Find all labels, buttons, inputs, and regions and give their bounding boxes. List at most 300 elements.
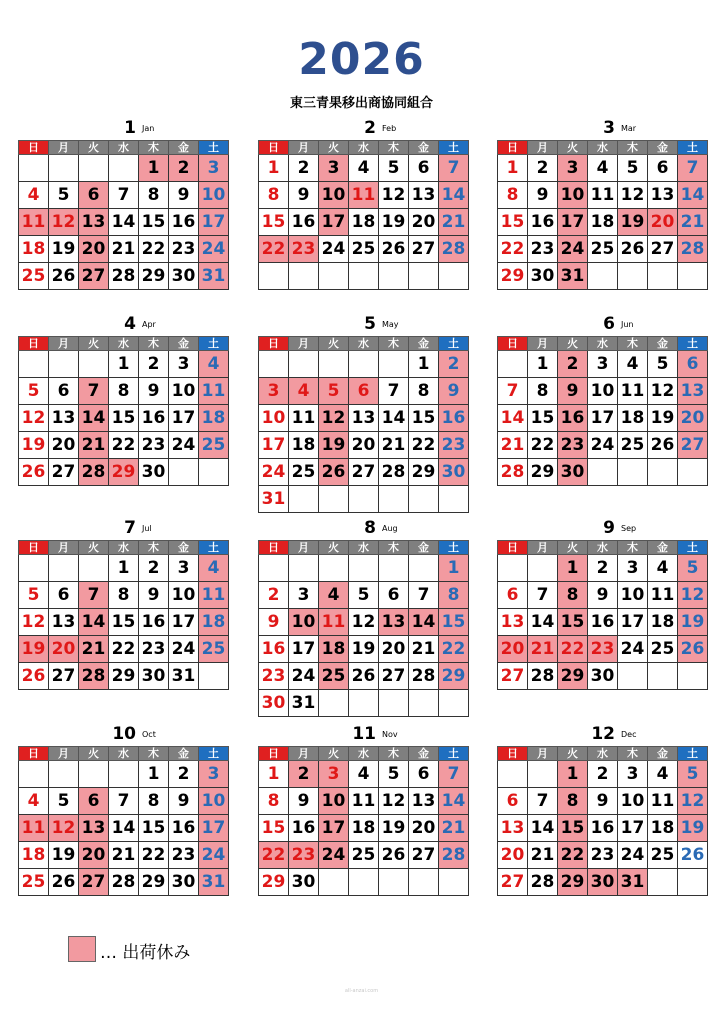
day-cell: 19: [19, 432, 49, 459]
day-cell: 16: [139, 405, 169, 432]
day-cell: 3: [618, 761, 648, 788]
day-cell: 14: [79, 405, 109, 432]
day-cell: 23: [528, 236, 558, 263]
day-cell: 14: [528, 609, 558, 636]
day-cell: 28: [409, 663, 439, 690]
weekday-header: 日: [498, 141, 528, 155]
day-cell: 3: [289, 582, 319, 609]
day-cell: 18: [319, 636, 349, 663]
day-cell: 26: [349, 663, 379, 690]
empty-cell: [289, 486, 319, 513]
month-title: [18, 118, 229, 140]
day-cell: 7: [439, 761, 469, 788]
day-cell: 24: [588, 432, 618, 459]
day-cell: 13: [498, 609, 528, 636]
day-cell: 25: [349, 236, 379, 263]
day-cell: 29: [109, 663, 139, 690]
weekday-header: 金: [648, 141, 678, 155]
day-cell: 10: [289, 609, 319, 636]
day-cell: 29: [528, 459, 558, 486]
day-cell: 4: [19, 788, 49, 815]
weekday-header: 月: [528, 541, 558, 555]
day-cell: 22: [109, 432, 139, 459]
weekday-header: 金: [648, 337, 678, 351]
month-title: [258, 518, 469, 540]
empty-cell: [648, 459, 678, 486]
holiday-legend-swatch: [68, 936, 96, 962]
weekday-header: 日: [19, 747, 49, 761]
day-cell: 9: [139, 378, 169, 405]
day-cell: 9: [289, 182, 319, 209]
day-cell: 4: [199, 351, 229, 378]
empty-cell: [289, 555, 319, 582]
day-cell: 25: [289, 459, 319, 486]
day-cell: 22: [139, 842, 169, 869]
month-table: [258, 746, 469, 896]
day-cell: 10: [618, 582, 648, 609]
month-5: [258, 314, 469, 513]
month-table: [18, 140, 229, 290]
weekday-header: 日: [19, 541, 49, 555]
day-cell: 27: [498, 869, 528, 896]
weekday-header: 水: [109, 541, 139, 555]
empty-cell: [439, 690, 469, 717]
month-name: Jul: [142, 524, 152, 533]
day-cell: 17: [169, 405, 199, 432]
day-cell: 2: [259, 582, 289, 609]
month-number: 12: [591, 724, 615, 744]
empty-cell: [289, 263, 319, 290]
day-cell: 28: [79, 663, 109, 690]
month-number: 1: [124, 118, 136, 138]
weekday-header: 日: [259, 747, 289, 761]
day-cell: 19: [678, 609, 708, 636]
empty-cell: [678, 459, 708, 486]
day-cell: 9: [588, 582, 618, 609]
weekday-header: 水: [588, 747, 618, 761]
day-cell: 20: [79, 842, 109, 869]
day-cell: 22: [558, 636, 588, 663]
day-cell: 11: [319, 609, 349, 636]
day-cell: 15: [558, 609, 588, 636]
weekday-header: 月: [49, 141, 79, 155]
day-cell: 20: [648, 209, 678, 236]
day-cell: 7: [109, 182, 139, 209]
day-cell: 7: [79, 378, 109, 405]
day-cell: 17: [618, 815, 648, 842]
day-cell: 17: [199, 209, 229, 236]
day-cell: 12: [379, 788, 409, 815]
day-cell: 16: [528, 209, 558, 236]
empty-cell: [199, 459, 229, 486]
day-cell: 27: [498, 663, 528, 690]
day-cell: 22: [409, 432, 439, 459]
day-cell: 25: [19, 263, 49, 290]
day-cell: 27: [409, 842, 439, 869]
day-cell: 16: [169, 815, 199, 842]
year-title: 2026: [298, 34, 425, 85]
day-cell: 15: [109, 609, 139, 636]
day-cell: 28: [678, 236, 708, 263]
day-cell: 1: [558, 761, 588, 788]
day-cell: 2: [139, 555, 169, 582]
day-cell: 29: [139, 263, 169, 290]
empty-cell: [349, 351, 379, 378]
empty-cell: [349, 486, 379, 513]
day-cell: 20: [409, 209, 439, 236]
day-cell: 11: [19, 209, 49, 236]
day-cell: 4: [618, 351, 648, 378]
month-name: Jun: [621, 320, 634, 329]
day-cell: 15: [528, 405, 558, 432]
day-cell: 3: [319, 761, 349, 788]
day-cell: 26: [678, 842, 708, 869]
month-7: [18, 518, 229, 690]
day-cell: 8: [139, 788, 169, 815]
day-cell: 17: [169, 609, 199, 636]
month-name: Sep: [621, 524, 637, 533]
empty-cell: [648, 869, 678, 896]
month-title: [18, 314, 229, 336]
day-cell: 25: [648, 842, 678, 869]
month-number: 7: [124, 518, 136, 538]
day-cell: 19: [379, 209, 409, 236]
day-cell: 6: [379, 582, 409, 609]
day-cell: 12: [678, 582, 708, 609]
day-cell: 16: [588, 609, 618, 636]
month-number: 2: [364, 118, 376, 138]
day-cell: 9: [259, 609, 289, 636]
month-name: Feb: [382, 124, 397, 133]
day-cell: 16: [259, 636, 289, 663]
empty-cell: [379, 869, 409, 896]
empty-cell: [79, 155, 109, 182]
day-cell: 31: [558, 263, 588, 290]
day-cell: 22: [259, 842, 289, 869]
day-cell: 11: [618, 378, 648, 405]
weekday-header: 金: [648, 747, 678, 761]
day-cell: 10: [169, 378, 199, 405]
day-cell: 4: [648, 761, 678, 788]
day-cell: 27: [349, 459, 379, 486]
day-cell: 3: [588, 351, 618, 378]
month-8: [258, 518, 469, 717]
day-cell: 8: [109, 378, 139, 405]
day-cell: 28: [79, 459, 109, 486]
month-4: [18, 314, 229, 486]
day-cell: 15: [439, 609, 469, 636]
weekday-header: 金: [409, 541, 439, 555]
day-cell: 3: [199, 761, 229, 788]
day-cell: 13: [349, 405, 379, 432]
day-cell: 10: [169, 582, 199, 609]
day-cell: 24: [169, 432, 199, 459]
day-cell: 24: [558, 236, 588, 263]
day-cell: 11: [648, 788, 678, 815]
day-cell: 8: [259, 182, 289, 209]
day-cell: 30: [558, 459, 588, 486]
day-cell: 26: [678, 636, 708, 663]
day-cell: 16: [169, 209, 199, 236]
day-cell: 1: [409, 351, 439, 378]
empty-cell: [199, 663, 229, 690]
day-cell: 15: [109, 405, 139, 432]
day-cell: 21: [498, 432, 528, 459]
day-cell: 2: [289, 761, 319, 788]
day-cell: 10: [199, 788, 229, 815]
empty-cell: [19, 351, 49, 378]
weekday-header: 木: [139, 541, 169, 555]
day-cell: 23: [289, 842, 319, 869]
day-cell: 3: [259, 378, 289, 405]
day-cell: 8: [139, 182, 169, 209]
day-cell: 11: [19, 815, 49, 842]
empty-cell: [319, 555, 349, 582]
weekday-header: 金: [169, 337, 199, 351]
day-cell: 28: [439, 842, 469, 869]
day-cell: 10: [618, 788, 648, 815]
empty-cell: [648, 263, 678, 290]
weekday-header: 木: [618, 541, 648, 555]
weekday-header: 土: [439, 337, 469, 351]
month-3: [497, 118, 708, 290]
month-number: 3: [603, 118, 615, 138]
empty-cell: [678, 263, 708, 290]
day-cell: 1: [498, 155, 528, 182]
day-cell: 5: [648, 351, 678, 378]
day-cell: 7: [409, 582, 439, 609]
day-cell: 4: [319, 582, 349, 609]
weekday-header: 水: [109, 337, 139, 351]
day-cell: 8: [558, 788, 588, 815]
day-cell: 22: [439, 636, 469, 663]
empty-cell: [409, 486, 439, 513]
day-cell: 17: [259, 432, 289, 459]
footer-source: all-anzai.com: [344, 988, 379, 994]
month-name: Aug: [382, 524, 398, 533]
day-cell: 6: [648, 155, 678, 182]
day-cell: 1: [528, 351, 558, 378]
day-cell: 4: [199, 555, 229, 582]
month-title: [497, 724, 708, 746]
empty-cell: [349, 555, 379, 582]
day-cell: 29: [558, 663, 588, 690]
day-cell: 25: [19, 869, 49, 896]
day-cell: 5: [379, 155, 409, 182]
organization-name: 東三青果移出商協同組合: [289, 96, 433, 111]
day-cell: 17: [558, 209, 588, 236]
month-title: [497, 518, 708, 540]
day-cell: 26: [19, 459, 49, 486]
day-cell: 29: [139, 869, 169, 896]
day-cell: 12: [349, 609, 379, 636]
day-cell: 7: [379, 378, 409, 405]
empty-cell: [19, 155, 49, 182]
day-cell: 6: [409, 761, 439, 788]
day-cell: 21: [528, 842, 558, 869]
month-number: 6: [603, 314, 615, 334]
day-cell: 27: [79, 263, 109, 290]
day-cell: 21: [409, 636, 439, 663]
month-table: [497, 746, 708, 896]
weekday-header: 日: [498, 337, 528, 351]
month-2: [258, 118, 469, 290]
day-cell: 31: [259, 486, 289, 513]
day-cell: 17: [289, 636, 319, 663]
day-cell: 20: [498, 842, 528, 869]
day-cell: 12: [49, 815, 79, 842]
empty-cell: [409, 263, 439, 290]
day-cell: 28: [109, 869, 139, 896]
weekday-header: 日: [19, 141, 49, 155]
day-cell: 20: [678, 405, 708, 432]
empty-cell: [678, 869, 708, 896]
day-cell: 19: [678, 815, 708, 842]
empty-cell: [319, 690, 349, 717]
day-cell: 1: [139, 761, 169, 788]
day-cell: 8: [109, 582, 139, 609]
month-number: 9: [603, 518, 615, 538]
day-cell: 31: [199, 869, 229, 896]
day-cell: 28: [439, 236, 469, 263]
day-cell: 2: [169, 155, 199, 182]
day-cell: 7: [439, 155, 469, 182]
day-cell: 21: [678, 209, 708, 236]
weekday-header: 木: [379, 747, 409, 761]
day-cell: 30: [289, 869, 319, 896]
weekday-header: 月: [49, 337, 79, 351]
weekday-header: 火: [79, 747, 109, 761]
empty-cell: [49, 761, 79, 788]
weekday-header: 火: [319, 541, 349, 555]
month-name: Jan: [142, 124, 155, 133]
day-cell: 18: [648, 815, 678, 842]
day-cell: 29: [439, 663, 469, 690]
day-cell: 18: [199, 609, 229, 636]
day-cell: 13: [409, 182, 439, 209]
empty-cell: [588, 459, 618, 486]
month-10: [18, 724, 229, 896]
month-1: [18, 118, 229, 290]
weekday-header: 金: [409, 337, 439, 351]
weekday-header: 火: [319, 337, 349, 351]
day-cell: 26: [648, 432, 678, 459]
day-cell: 7: [678, 155, 708, 182]
day-cell: 19: [618, 209, 648, 236]
day-cell: 17: [199, 815, 229, 842]
weekday-header: 木: [139, 141, 169, 155]
day-cell: 11: [199, 378, 229, 405]
day-cell: 24: [289, 663, 319, 690]
day-cell: 24: [199, 236, 229, 263]
day-cell: 2: [558, 351, 588, 378]
weekday-header: 水: [588, 141, 618, 155]
empty-cell: [319, 869, 349, 896]
day-cell: 30: [169, 263, 199, 290]
month-title: [258, 724, 469, 746]
month-table: [18, 746, 229, 896]
month-6: [497, 314, 708, 486]
day-cell: 4: [648, 555, 678, 582]
day-cell: 22: [528, 432, 558, 459]
day-cell: 30: [588, 869, 618, 896]
empty-cell: [379, 555, 409, 582]
day-cell: 11: [349, 788, 379, 815]
day-cell: 10: [319, 788, 349, 815]
day-cell: 11: [648, 582, 678, 609]
weekday-header: 木: [139, 747, 169, 761]
day-cell: 31: [618, 869, 648, 896]
weekday-header: 金: [648, 541, 678, 555]
day-cell: 21: [109, 236, 139, 263]
day-cell: 27: [409, 236, 439, 263]
day-cell: 28: [528, 663, 558, 690]
day-cell: 18: [19, 842, 49, 869]
empty-cell: [648, 663, 678, 690]
day-cell: 18: [199, 405, 229, 432]
day-cell: 3: [319, 155, 349, 182]
empty-cell: [498, 351, 528, 378]
day-cell: 19: [49, 236, 79, 263]
weekday-header: 土: [439, 747, 469, 761]
day-cell: 17: [319, 209, 349, 236]
day-cell: 1: [109, 555, 139, 582]
empty-cell: [409, 555, 439, 582]
weekday-header: 土: [439, 541, 469, 555]
weekday-header: 火: [558, 747, 588, 761]
day-cell: 23: [169, 236, 199, 263]
empty-cell: [259, 555, 289, 582]
day-cell: 8: [528, 378, 558, 405]
day-cell: 4: [19, 182, 49, 209]
month-number: 8: [364, 518, 376, 538]
day-cell: 29: [558, 869, 588, 896]
day-cell: 9: [439, 378, 469, 405]
day-cell: 22: [498, 236, 528, 263]
day-cell: 15: [498, 209, 528, 236]
day-cell: 9: [558, 378, 588, 405]
weekday-header: 月: [49, 541, 79, 555]
month-number: 4: [124, 314, 136, 334]
empty-cell: [528, 555, 558, 582]
day-cell: 6: [498, 788, 528, 815]
day-cell: 20: [49, 432, 79, 459]
weekday-header: 水: [588, 541, 618, 555]
empty-cell: [319, 351, 349, 378]
day-cell: 20: [379, 636, 409, 663]
day-cell: 6: [79, 788, 109, 815]
weekday-header: 土: [199, 141, 229, 155]
day-cell: 20: [498, 636, 528, 663]
day-cell: 9: [139, 582, 169, 609]
month-title: [258, 314, 469, 336]
day-cell: 12: [319, 405, 349, 432]
day-cell: 21: [79, 636, 109, 663]
day-cell: 19: [49, 842, 79, 869]
day-cell: 10: [259, 405, 289, 432]
day-cell: 13: [79, 209, 109, 236]
day-cell: 13: [379, 609, 409, 636]
weekday-header: 月: [289, 747, 319, 761]
day-cell: 24: [259, 459, 289, 486]
day-cell: 30: [439, 459, 469, 486]
day-cell: 26: [379, 236, 409, 263]
day-cell: 13: [498, 815, 528, 842]
day-cell: 11: [289, 405, 319, 432]
day-cell: 23: [259, 663, 289, 690]
weekday-header: 水: [109, 747, 139, 761]
empty-cell: [169, 459, 199, 486]
